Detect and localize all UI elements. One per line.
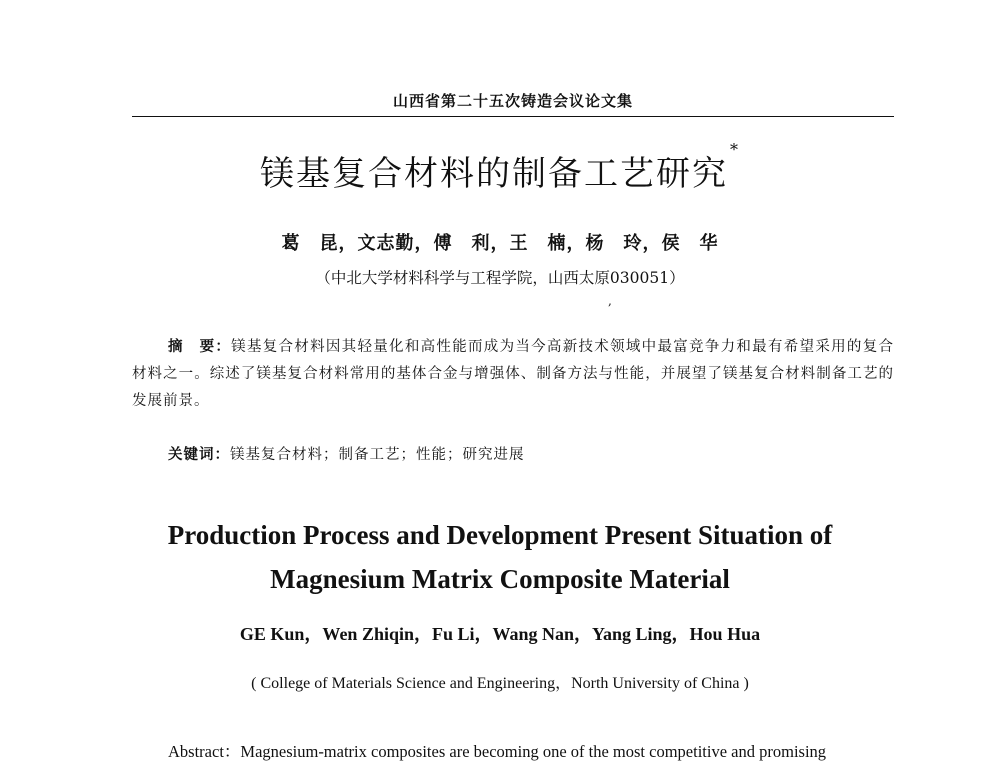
affiliation-en: ( College of Materials Science and Engineering，North University of China ): [251, 675, 749, 692]
title-cn-text: 镁基复合材料的制备工艺研究: [260, 154, 728, 194]
abstract-en-label: Abstract：: [168, 742, 241, 761]
title-footnote-mark: *: [730, 140, 740, 159]
authors-en: GE Kun，Wen Zhiqin，Fu Li，Wang Nan，Yang Ling，Hou Hua: [239, 624, 761, 644]
title-en: [0, 513, 1000, 601]
keywords-cn: [168, 443, 525, 464]
abstract-en: [168, 738, 826, 762]
authors-cn: 葛 昆，文志勤，傅 利，王 楠，杨 玲，侯 华: [281, 233, 719, 254]
title-en-line1: Production Process and Development Present Situation of: [167, 520, 833, 550]
title-cn: [0, 140, 1000, 195]
keywords-cn-text: 镁基复合材料；制备工艺；性能；研究进展: [230, 447, 525, 463]
abstract-en-text: Magnesium-matrix composites are becoming one of the most competitive and promising: [240, 742, 827, 761]
affiliation-cn: （中北大学材料科学与工程学院，山西太原030051）: [315, 269, 685, 287]
title-en-line2: Magnesium Matrix Composite Material: [270, 564, 730, 594]
keywords-cn-label: 关键词：: [168, 447, 230, 463]
header-rule: [132, 116, 894, 117]
stray-mark: ,: [608, 294, 612, 308]
running-title: 山西省第二十五次铸造会议论文集: [392, 92, 633, 110]
abstract-cn: [132, 334, 894, 415]
abstract-cn-label: 摘 要：: [168, 339, 232, 355]
abstract-cn-text: 镁基复合材料因其轻量化和高性能而成为当今高新技术领域中最富竞争力和最有希望采用的复合材料之一。综述了镁基复合材料常用的基体合金与增强体、制备方法与性能，并展望了镁基复合材料制备工艺的发展前景。: [132, 339, 894, 409]
